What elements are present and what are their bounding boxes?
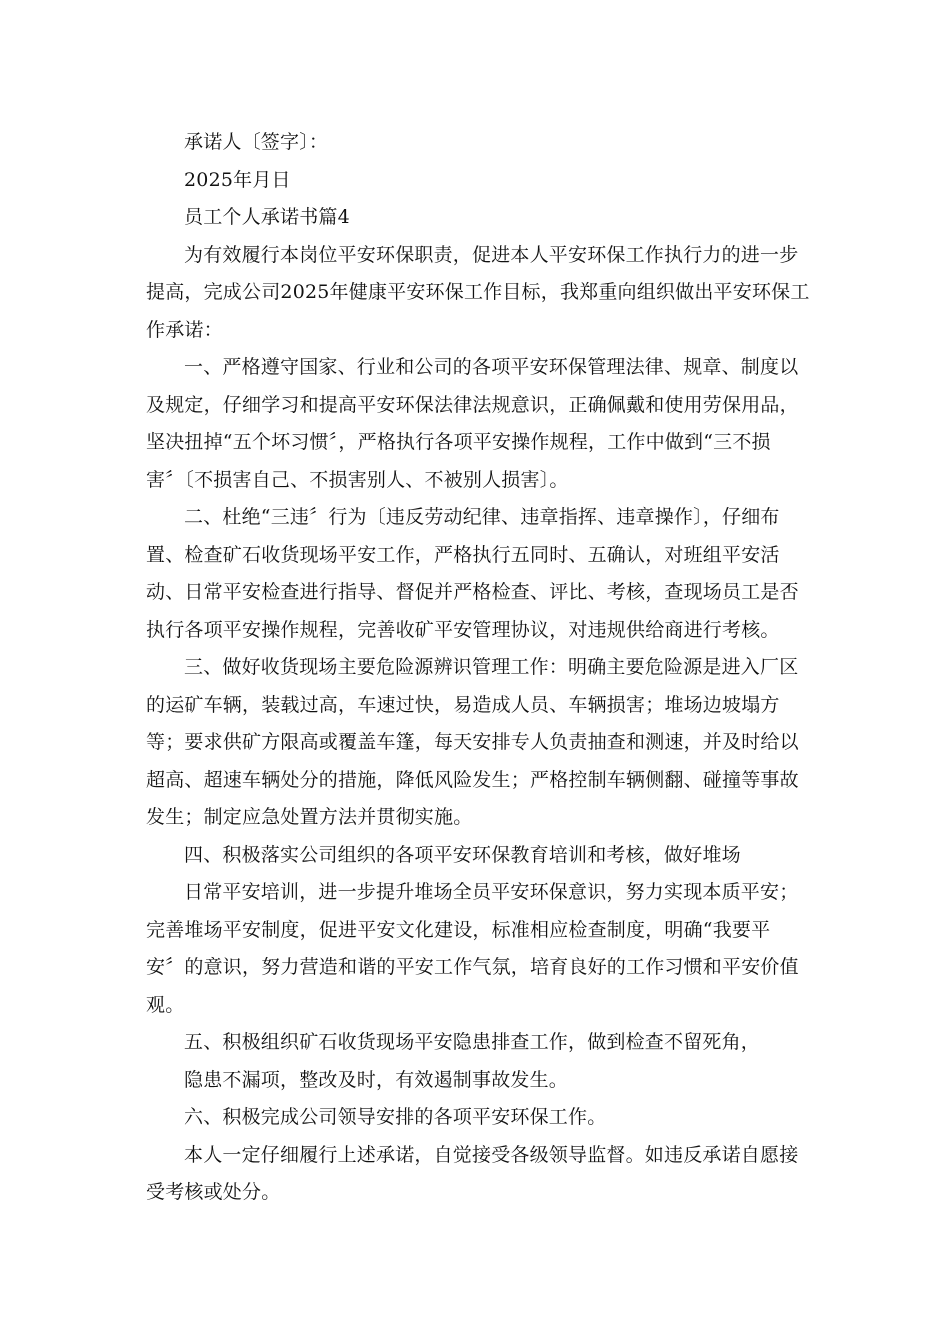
- paragraph-line: 发生；制定应急处置方法并贯彻实施。: [146, 806, 473, 828]
- paragraph-line: 本人一定仔细履行上述承诺，自觉接受各级领导监督。如违反承诺自愿接: [184, 1143, 799, 1166]
- paragraph-line: 隐患不漏项，整改及时，有效遏制事故发生。: [184, 1068, 569, 1091]
- section-title: 员工个人承诺书篇4: [184, 206, 350, 228]
- commitment-item-6: [146, 1099, 812, 1137]
- paragraph-line: 超高、超速车辆处分的措施，降低风险发生；严格控制车辆侧翻、碰撞等事故: [146, 768, 799, 791]
- closing-paragraph: [146, 1137, 812, 1212]
- commitment-item-1: [146, 349, 812, 499]
- paragraph-line: 二、杜绝“三违〞行为〔违反劳动纪律、违章指挥、违章操作〕，仔细布: [184, 506, 780, 528]
- paragraph-line: 及规定，仔细学习和提高平安环保法律法规意识，正确佩戴和使用劳保用品，: [146, 393, 799, 416]
- commitment-item-5-continued: [146, 1062, 812, 1100]
- paragraph-line: 四、积极落实公司组织的各项平安环保教育培训和考核，做好堆场: [184, 843, 741, 866]
- paragraph-line: 坚决扭掉“五个坏习惯〞，严格执行各项平安操作规程，工作中做到“三不损: [146, 431, 771, 453]
- commitment-item-4: [146, 837, 812, 875]
- paragraph-line: 提高，完成公司2025年健康平安环保工作目标，我郑重向组织做出平安环保工: [146, 281, 810, 303]
- paragraph-line: 等；要求供矿方限高或覆盖车篷，每天安排专人负责抽查和测速，并及时给以: [146, 731, 799, 753]
- paragraph-line: 三、做好收货现场主要危险源辨识管理工作：明确主要危险源是进入厂区: [184, 656, 799, 678]
- paragraph-line: 观。: [146, 993, 185, 1016]
- paragraph-line: 五、积极组织矿石收货现场平安隐患排查工作，做到检查不留死角，: [184, 1031, 761, 1053]
- commitment-item-3: [146, 649, 812, 837]
- paragraph-line: 动、日常平安检查进行指导、督促并严格检查、评比、考核，查现场员工是否: [146, 581, 799, 603]
- date-line: 2025年月日: [184, 168, 291, 191]
- paragraph-line: 执行各项平安操作规程，完善收矿平安管理协议，对违规供给商进行考核。: [146, 618, 780, 641]
- paragraph-line: 为有效履行本岗位平安环保职责，促进本人平安环保工作执行力的进一步: [184, 243, 799, 266]
- commitment-item-5: [146, 1024, 812, 1062]
- paragraph-line: 日常平安培训，进一步提升堆场全员平安环保意识，努力实现本质平安；: [184, 881, 799, 903]
- paragraph-line: 完善堆场平安制度，促进平安文化建设，标准相应检查制度，明确“我要平: [146, 918, 771, 941]
- paragraph-line: 害〞〔不损害自己、不损害别人、不被别人损害〕。: [146, 468, 569, 491]
- paragraph-line: 受考核或处分。: [146, 1181, 281, 1203]
- commitment-item-4-continued: [146, 874, 812, 1024]
- paragraph-line: 安〞的意识，努力营造和谐的平安工作气氛，培育良好的工作习惯和平安价值: [146, 956, 799, 978]
- intro-paragraph: [146, 237, 812, 350]
- commitment-item-2: [146, 499, 812, 649]
- paragraph-line: 置、检查矿石收货现场平安工作，严格执行五同时、五确认，对班组平安活: [146, 543, 780, 566]
- paragraph-line: 一、严格遵守国家、行业和公司的各项平安环保管理法律、规章、制度以: [184, 356, 799, 378]
- paragraph-line: 六、积极完成公司领导安排的各项平安环保工作。: [184, 1106, 607, 1128]
- signature-line: 承诺人〔签字〕：: [184, 131, 329, 153]
- paragraph-line: 作承诺：: [146, 318, 223, 341]
- document-body: [146, 124, 812, 1212]
- paragraph-line: 的运矿车辆，装载过高，车速过快，易造成人员、车辆损害；堆场边坡塌方: [146, 693, 780, 716]
